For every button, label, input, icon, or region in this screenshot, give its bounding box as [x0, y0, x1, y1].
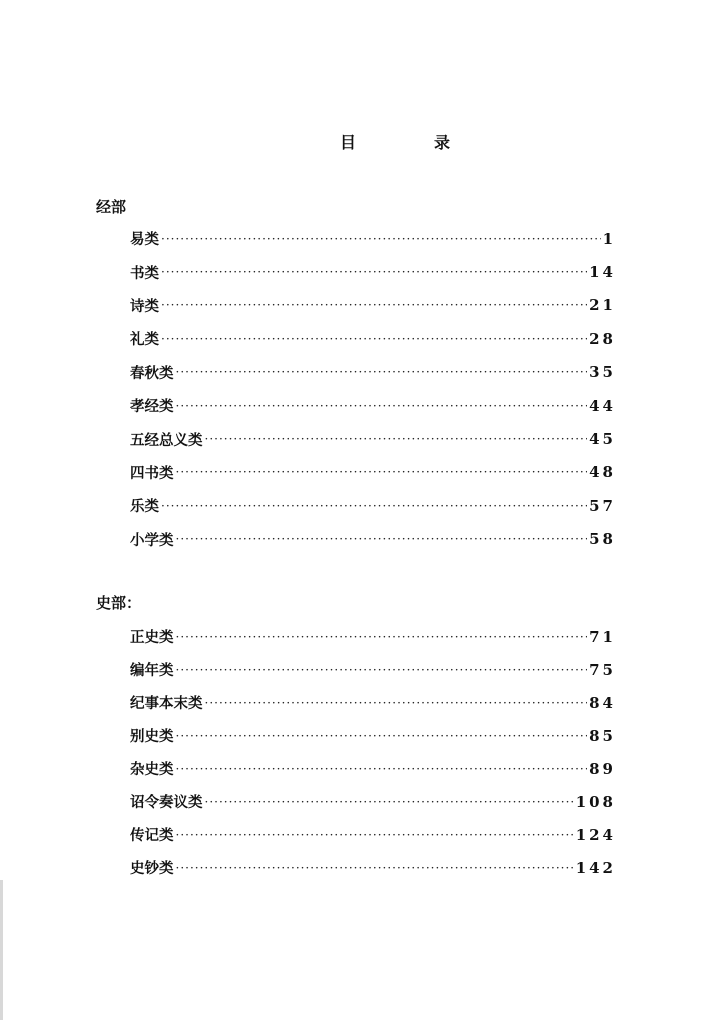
toc-entry-page: 71 — [589, 627, 616, 646]
toc-list-shibu — [130, 620, 616, 884]
toc-entry[interactable] — [130, 752, 616, 785]
toc-entry[interactable] — [130, 653, 616, 686]
leader-dots — [161, 298, 587, 312]
toc-entry[interactable] — [130, 289, 616, 322]
toc-entry-label: 易类 — [130, 231, 159, 249]
leader-dots — [205, 696, 588, 710]
toc-entry-page: 21 — [589, 296, 616, 315]
section-heading-shibu: 史部： — [96, 594, 142, 612]
toc-entry-label: 编年类 — [130, 662, 174, 679]
leader-dots — [176, 465, 588, 479]
toc-entry-page: 75 — [589, 660, 616, 679]
toc-entry-label: 诏令奏议类 — [130, 794, 203, 811]
leader-dots — [176, 828, 574, 842]
toc-entry-page: 35 — [589, 363, 616, 382]
toc-entry[interactable] — [130, 322, 616, 355]
leader-dots — [176, 630, 588, 644]
toc-entry-label: 传记类 — [130, 827, 174, 844]
toc-entry[interactable] — [130, 719, 616, 752]
toc-entry-label: 孝经类 — [130, 398, 174, 416]
toc-entry-page: 89 — [589, 759, 616, 778]
toc-entry[interactable] — [130, 851, 616, 884]
toc-entry-label: 五经总义类 — [130, 431, 203, 449]
toc-entry-page: 57 — [589, 496, 616, 515]
leader-dots — [176, 399, 588, 413]
leader-dots — [176, 532, 588, 546]
leader-dots — [176, 729, 588, 743]
toc-entry-label: 春秋类 — [130, 364, 174, 382]
leader-dots — [176, 762, 588, 776]
page-title — [340, 130, 450, 153]
toc-entry[interactable] — [130, 523, 616, 556]
toc-entry-label: 正史类 — [130, 629, 174, 646]
toc-entry-label: 书类 — [130, 264, 159, 282]
leader-dots — [176, 861, 574, 875]
toc-entry-label: 杂史类 — [130, 761, 174, 778]
toc-entry-page: 1 — [602, 229, 616, 248]
toc-entry-label: 乐类 — [130, 498, 159, 516]
scan-edge-shadow — [0, 880, 3, 1020]
toc-entry-page: 58 — [589, 530, 616, 549]
toc-entry-page: 108 — [575, 792, 616, 811]
leader-dots — [205, 795, 574, 809]
toc-entry-page: 124 — [575, 825, 616, 844]
toc-entry-label: 礼类 — [130, 331, 159, 349]
title-char-2: 录 — [433, 133, 450, 152]
toc-entry-page: 85 — [589, 726, 616, 745]
toc-entry-page: 44 — [589, 396, 616, 415]
toc-entry[interactable] — [130, 620, 616, 653]
toc-entry[interactable] — [130, 785, 616, 818]
toc-entry-page: 48 — [589, 463, 616, 482]
toc-entry-label: 史钞类 — [130, 860, 174, 877]
toc-entry[interactable] — [130, 356, 616, 389]
toc-entry[interactable] — [130, 255, 616, 288]
leader-dots — [176, 365, 588, 379]
toc-entry[interactable] — [130, 686, 616, 719]
toc-entry-label: 诗类 — [130, 297, 159, 315]
toc-entry-page: 84 — [589, 693, 616, 712]
leader-dots — [161, 332, 587, 346]
toc-entry[interactable] — [130, 489, 616, 522]
toc-entry-label: 小学类 — [130, 531, 174, 549]
leader-dots — [176, 663, 588, 677]
leader-dots — [161, 265, 587, 279]
section-heading-jingbu: 经部 — [96, 198, 127, 216]
title-char-1: 目 — [340, 133, 357, 152]
leader-dots — [161, 499, 587, 513]
toc-entry-page: 142 — [575, 858, 616, 877]
toc-entry-page: 45 — [589, 430, 616, 449]
toc-entry-label: 别史类 — [130, 728, 174, 745]
toc-entry-label: 纪事本末类 — [130, 695, 203, 712]
toc-list-jingbu — [130, 222, 616, 556]
toc-entry-page: 28 — [589, 329, 616, 348]
toc-entry[interactable] — [130, 222, 616, 255]
toc-entry[interactable] — [130, 456, 616, 489]
toc-entry[interactable] — [130, 389, 616, 422]
leader-dots — [205, 432, 588, 446]
toc-entry-page: 14 — [589, 263, 616, 282]
leader-dots — [161, 232, 601, 246]
toc-entry[interactable] — [130, 818, 616, 851]
toc-entry-label: 四书类 — [130, 464, 174, 482]
toc-entry[interactable] — [130, 422, 616, 455]
